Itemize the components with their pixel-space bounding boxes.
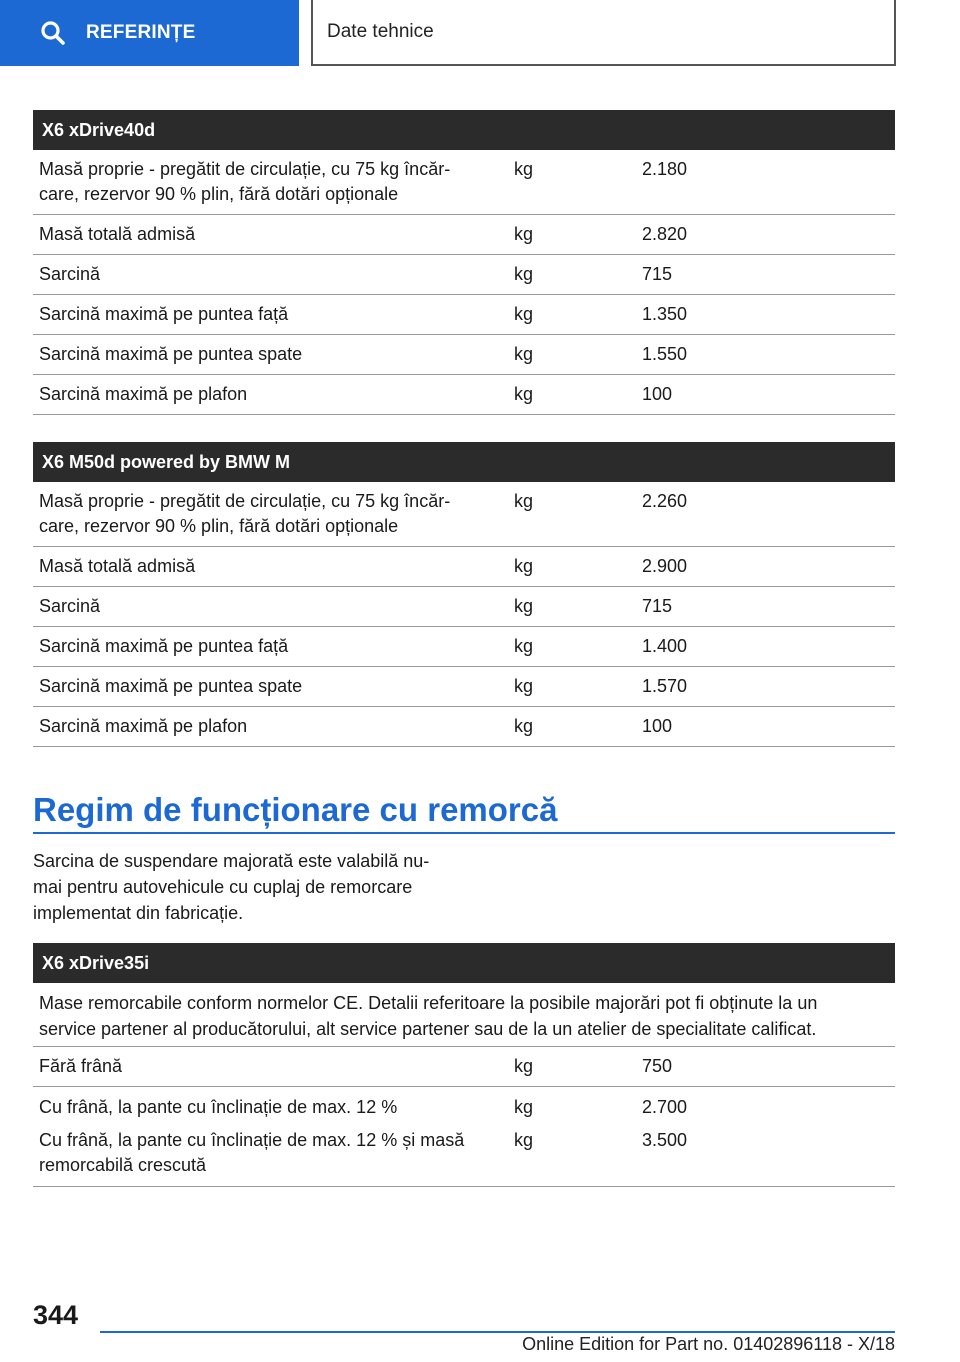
weights-table-xdrive40d xyxy=(33,110,895,415)
references-label: REFERINȚE xyxy=(86,22,196,43)
row-label: Masă proprie - pregătit de circulație, cu 75 kg încăr- care, rezervor 90 % plin, fără dotări opționale xyxy=(39,159,451,204)
row-unit: kg xyxy=(514,264,534,284)
section-label: Date tehnice xyxy=(327,21,434,42)
row-value: 715 xyxy=(642,596,673,616)
table-subrow xyxy=(33,1095,895,1120)
row-unit: kg xyxy=(514,1056,534,1076)
footer-divider xyxy=(100,1331,895,1333)
table-row xyxy=(33,150,895,215)
row-value: 1.400 xyxy=(642,636,688,656)
row-unit: kg xyxy=(514,556,534,576)
row-label: Sarcină maximă pe puntea spate xyxy=(39,344,303,364)
row-unit: kg xyxy=(514,676,534,696)
row-label: Sarcină maximă pe plafon xyxy=(39,716,248,736)
page-number: 344 xyxy=(33,1300,79,1330)
row-unit: kg xyxy=(514,224,534,244)
table-row xyxy=(33,627,895,667)
row-unit: kg xyxy=(514,344,534,364)
row-value: 2.900 xyxy=(642,556,688,576)
row-value: 2.820 xyxy=(642,224,688,244)
section-paragraph: Sarcina de suspendare majorată este valabilă nu- mai pentru autovehicule cu cuplaj de remorcare implementat din fabricație. xyxy=(33,851,430,923)
row-value: 1.350 xyxy=(642,304,688,324)
row-label: Cu frână, la pante cu înclinație de max. 12 % și masă remorcabilă crescută xyxy=(39,1130,465,1175)
table-row xyxy=(33,482,895,547)
top-bar xyxy=(0,0,960,66)
table-row-group xyxy=(33,1087,895,1187)
row-label: Sarcină maximă pe plafon xyxy=(39,384,248,404)
row-value: 750 xyxy=(642,1056,673,1076)
row-label: Sarcină xyxy=(39,264,101,284)
row-unit: kg xyxy=(514,1130,534,1150)
table-title: X6 xDrive35i xyxy=(33,943,895,983)
table-subrow xyxy=(33,1128,895,1178)
table-row xyxy=(33,587,895,627)
row-label: Sarcină maximă pe puntea spate xyxy=(39,676,303,696)
table-note: Mase remorcabile conform normelor CE. Detalii referitoare la posibile majorări pot fi obținute la un service partener al producătorului, alt service partener sau de la un atelier de specialitate calificat. xyxy=(39,993,818,1039)
row-label: Masă proprie - pregătit de circulație, cu 75 kg încăr- care, rezervor 90 % plin, fără dotări opționale xyxy=(39,491,451,536)
table-row xyxy=(33,547,895,587)
table-row xyxy=(33,295,895,335)
row-label: Masă totală admisă xyxy=(39,556,196,576)
table-note-row xyxy=(33,983,895,1047)
table-row xyxy=(33,707,895,747)
row-unit: kg xyxy=(514,596,534,616)
search-icon xyxy=(40,20,66,46)
row-unit: kg xyxy=(514,384,534,404)
row-value: 1.570 xyxy=(642,676,688,696)
row-value: 100 xyxy=(642,384,673,404)
row-value: 2.180 xyxy=(642,159,688,179)
references-button[interactable] xyxy=(0,0,299,66)
row-value: 100 xyxy=(642,716,673,736)
table-row xyxy=(33,667,895,707)
edition-text: Online Edition for Part no. 01402896118 - X/18 xyxy=(522,1334,895,1354)
table-row xyxy=(33,335,895,375)
row-value: 2.260 xyxy=(642,491,688,511)
row-label: Cu frână, la pante cu înclinație de max. 12 % xyxy=(39,1097,398,1117)
row-label: Sarcină maximă pe puntea față xyxy=(39,304,289,324)
row-label: Masă totală admisă xyxy=(39,224,196,244)
table-title: X6 M50d powered by BMW M xyxy=(33,442,895,482)
row-unit: kg xyxy=(514,304,534,324)
row-value: 2.700 xyxy=(642,1097,688,1117)
table-row xyxy=(33,1047,895,1087)
section-tab[interactable] xyxy=(311,0,896,66)
row-label: Fără frână xyxy=(39,1056,123,1076)
section-heading: Regim de funcționare cu remorcă xyxy=(33,790,895,834)
row-unit: kg xyxy=(514,159,534,179)
row-unit: kg xyxy=(514,491,534,511)
trailer-table-xdrive35i xyxy=(33,943,895,1187)
table-row xyxy=(33,215,895,255)
row-value: 3.500 xyxy=(642,1130,688,1150)
table-row xyxy=(33,255,895,295)
table-title: X6 xDrive40d xyxy=(33,110,895,150)
table-row xyxy=(33,375,895,415)
row-value: 715 xyxy=(642,264,673,284)
row-unit: kg xyxy=(514,636,534,656)
row-unit: kg xyxy=(514,716,534,736)
weights-table-m50d xyxy=(33,442,895,747)
row-unit: kg xyxy=(514,1097,534,1117)
row-label: Sarcină xyxy=(39,596,101,616)
row-value: 1.550 xyxy=(642,344,688,364)
row-label: Sarcină maximă pe puntea față xyxy=(39,636,289,656)
